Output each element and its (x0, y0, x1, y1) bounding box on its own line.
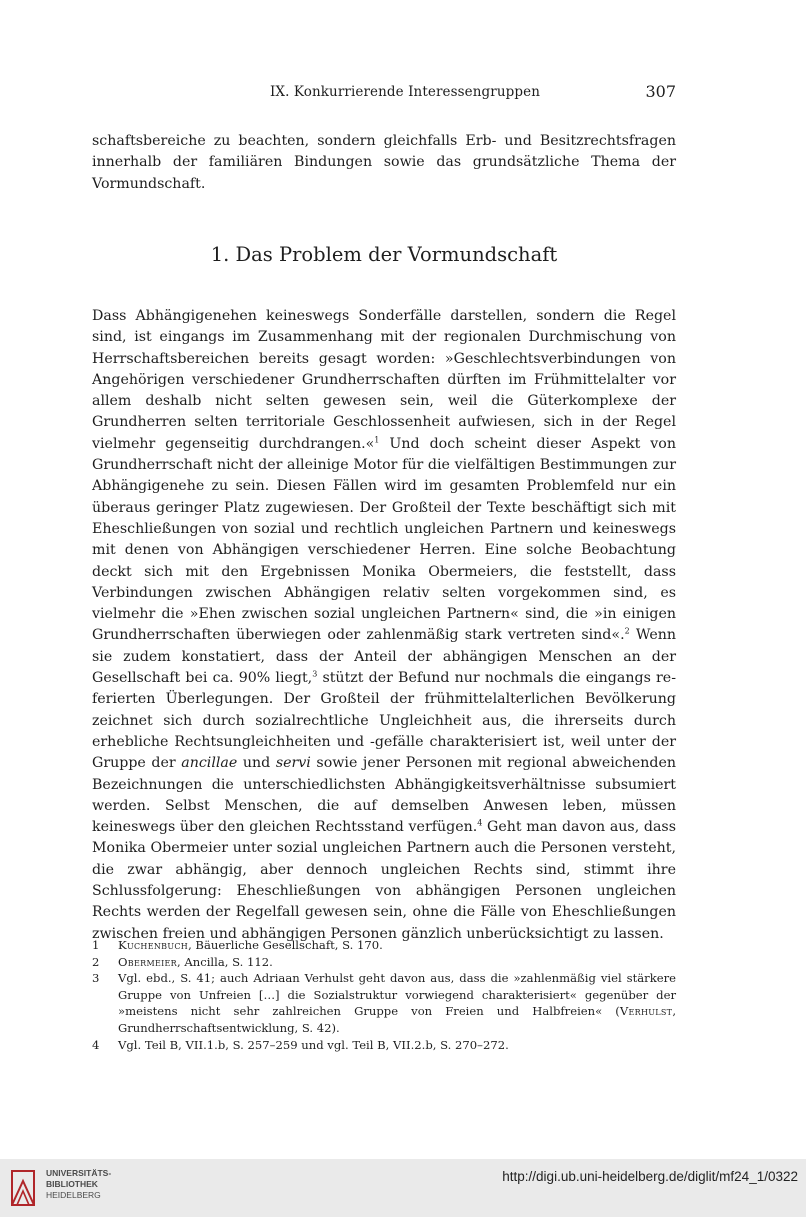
latin-term-ancillae: ancillae (181, 755, 238, 772)
logo-text (46, 1168, 111, 1201)
footnote (92, 937, 676, 954)
permalink-url[interactable]: http://digi.ub.uni-heidelberg.de/diglit/mf24_1/0322 (502, 1169, 798, 1184)
footnote-number: 2 (92, 954, 100, 969)
footnote-text: Vgl. ebd., S. 41; auch Adriaan Verhulst geht davon aus, dass die »zahlenmäßig viel stärkere Gruppe von Unfreien […] die Sozialstruktur vorwiegend charakterisiert« gegenüber der »meistens nicht sehr zahlreichen Gruppe von Freien und Halbfreien« ( (118, 971, 676, 1019)
footnote (92, 1037, 676, 1054)
university-library-logo[interactable] (8, 1165, 123, 1211)
section-heading: 1. Das Problem der Vormundschaft (210, 243, 558, 266)
footnote-ref-4[interactable]: 4 (477, 818, 483, 828)
body-text: Dass Abhängigenehen keineswegs Sonderfälle darstellen, sondern die Regel sind, ist eingangs im Zusammenhang mit der regionalen Durchmischung von Herrschaftsbereichen bereits gesagt worden: »Geschlechtsverbindungen von Angehörigen verschiedener Grundherrschaften dürften im Frühmittelalter vor allem deshalb nicht selten gewesen sein, weil die Güterkomplexe der Grundherren selten territoriale Geschlossenheit aufwiesen, sich in der Regel vielmehr gegenseitig durchdrangen.« (92, 308, 676, 452)
logo-line: HEIDELBERG (46, 1190, 101, 1200)
intro-paragraph: schaftsbereiche zu beachten, sondern gleichfalls Erb- und Besitzrechtsfragen innerhalb der familiären Bindungen sowie das grundsätzliche Thema der Vormundschaft. (92, 133, 676, 192)
running-header (0, 84, 806, 104)
footnote-number: 4 (92, 1037, 100, 1052)
footnote-author: Obermeier (118, 954, 178, 969)
footnote-ref-1[interactable]: 1 (374, 435, 380, 445)
body-text: Und doch scheint dieser Aspekt von Grundherrschaft nicht der alleinige Motor für die vielfältigen Bestimmungen zur Abhängigenehe zu sein. Diesen Fällen wird im gesamten Problemfeld nur ein überaus geringer Platz zugewiesen. Der Großteil der Texte beschäftigt sich mit Eheschließungen von sozial und rechtlich ungleichen Partnern und keineswegs mit denen von Abhängigen verschiedener Herren. Eine solche Beobachtung deckt sich mit den Ergebnissen Monika Obermeiers, die feststellt, dass Verbindungen zwischen Abhängigen relativ selten vorgekommen sind, es vielmehr die »Ehen zwischen sozial ungleichen Partnern« sind, die »in einigen Grundherrschaften überwiegen oder zahlenmäßig stark vertreten sind«. (92, 435, 676, 644)
footnote-text: , Ancilla, S. 112. (177, 954, 273, 969)
footnote-number: 3 (92, 971, 100, 986)
body-text: und (237, 755, 276, 772)
footnote-author: Kuchenbuch (118, 938, 189, 952)
footnote-text: , Bäuerliche Gesellschaft, S. 170. (188, 938, 383, 952)
body-paragraph (92, 306, 676, 945)
footnote-ref-3[interactable]: 3 (312, 669, 318, 679)
footnote-ref-2[interactable]: 2 (624, 626, 630, 636)
latin-term-servi: servi (275, 755, 311, 772)
footnote-number: 1 (92, 938, 100, 952)
body-text: Geht man davon aus, dass Monika Obermeier unter sozial ungleichen Partnern auch die Personen versteht, die zwar abhängig, aber dennoch ungleichen Rechts sind, stimmt ihre Schlussfolgerung: Eheschließungen von abhängigen Personen ungleichen Rechts werden der Regelfall gewesen sein, ohne die Fälle von Eheschließungen zwischen freien und abhängigen Personen gänzlich unberücksichtigt zu lassen. (92, 819, 676, 942)
body-text: Wenn sie zudem konstatiert, dass der Anteil der abhängigen Menschen an der Gesellschaft bei ca. 90% liegt, (92, 627, 677, 687)
footnotes (92, 937, 676, 1053)
footnote-author: Verhulst (619, 1004, 673, 1019)
footnote (92, 954, 676, 971)
logo-line: BIBLIOTHEK (46, 1179, 98, 1189)
library-crest-icon (8, 1165, 38, 1211)
running-title: IX. Konkurrierende Interessengruppen (270, 84, 541, 100)
footnote-text: , Grundherrschaftsentwicklung, S. 42). (118, 1004, 676, 1035)
logo-line: UNIVERSITÄTS- (46, 1168, 112, 1178)
page-number: 307 (645, 82, 676, 101)
footnote-text: Vgl. Teil B, VII.1.b, S. 257–259 und vgl. Teil B, VII.2.b, S. 270–272. (118, 1037, 509, 1052)
viewer-footer (0, 1159, 806, 1217)
footnote (92, 970, 676, 1036)
body-text: sowie jener Personen mit regional abweichenden Bezeichnungen die unterschiedlichsten Abhängigkeitsverhältnisse subsumiert werden. Selbst Menschen, die auf demselben Anwesen leben, müssen keineswegs über den gleichen Rechtsstand verfügen. (92, 755, 676, 836)
body-text: stützt der Befund nur nochmals die eingangs referierten Überlegungen. Der Großteil der frühmittelalterlichen Bevölkerung zeichnet sich durch sozialrechtliche Ungleichheit aus, die ihrerseits durch erhebliche Rechtsungleichheiten und -gefälle charakterisiert ist, weil unter der Gruppe der (92, 670, 676, 772)
